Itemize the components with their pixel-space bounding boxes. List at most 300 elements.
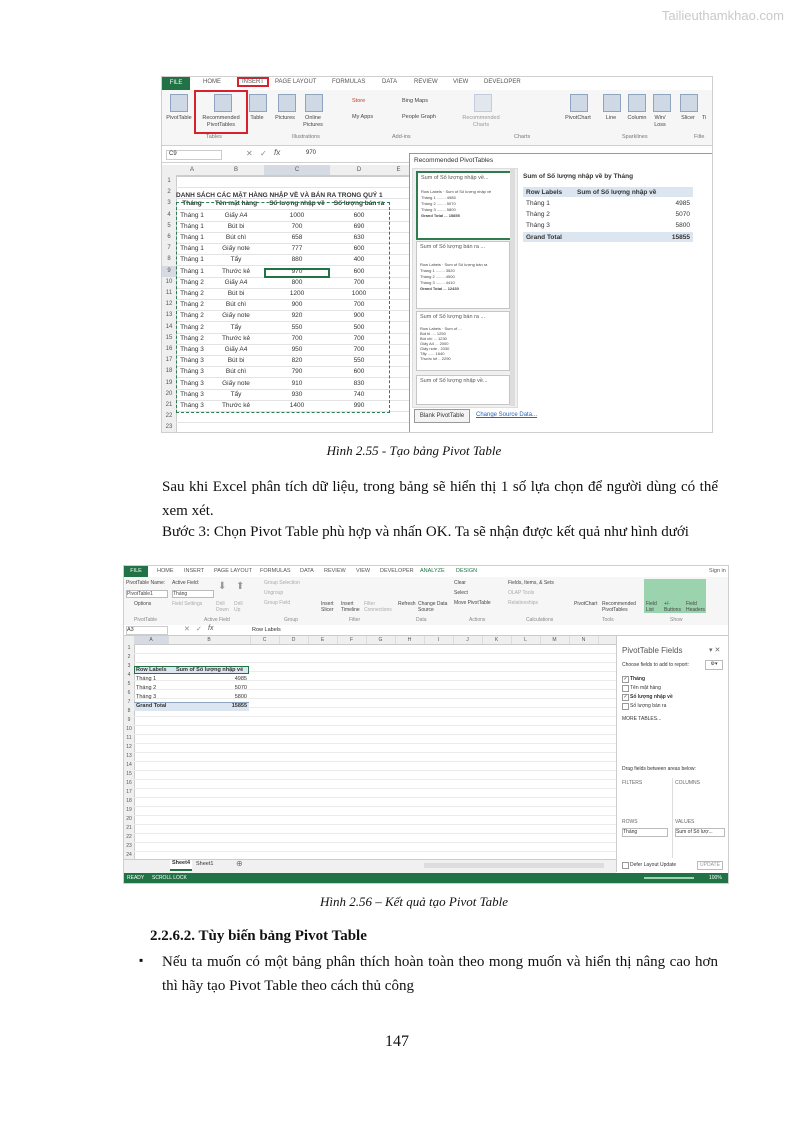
gridline bbox=[134, 698, 616, 699]
table-cell[interactable]: 600 bbox=[353, 368, 365, 376]
tab-home[interactable]: HOME bbox=[203, 79, 221, 85]
table-cell[interactable]: Tháng 2 bbox=[180, 290, 204, 297]
sheet-tab-sheet1[interactable]: Sheet1 bbox=[196, 861, 214, 867]
row-header[interactable]: 18 bbox=[165, 368, 173, 375]
field-settings-button[interactable]: Field Settings bbox=[172, 601, 203, 607]
group-actions: Actions bbox=[469, 617, 486, 623]
table-cell[interactable]: 658 bbox=[291, 234, 303, 241]
row-header[interactable]: 7 bbox=[167, 245, 171, 252]
group-selection-button[interactable]: Group Selection bbox=[264, 580, 300, 586]
field-checkbox[interactable] bbox=[622, 685, 629, 692]
table-cell[interactable]: Tháng 2 bbox=[180, 301, 204, 309]
selection-marquee bbox=[176, 202, 390, 413]
options-button[interactable]: Options bbox=[134, 601, 152, 607]
table-cell[interactable]: Tháng 3 bbox=[180, 402, 204, 409]
col-header-a[interactable]: A bbox=[176, 165, 208, 176]
select-button[interactable]: Select bbox=[454, 590, 468, 596]
column-sparkline-button[interactable]: Column bbox=[627, 115, 647, 121]
pivot-row-label[interactable]: Tháng 3 bbox=[136, 694, 157, 700]
gridline bbox=[134, 662, 616, 663]
preview-row-value: 5070 bbox=[675, 211, 690, 218]
values-field-chip[interactable]: Sum of Số lượ... bbox=[675, 828, 725, 837]
table-cell[interactable]: 900 bbox=[353, 312, 365, 320]
highlight-box bbox=[194, 90, 248, 134]
table-cell[interactable]: Tháng 1 bbox=[180, 222, 204, 230]
row-header[interactable]: 1 bbox=[167, 178, 171, 184]
table-cell[interactable]: Giấy A4 bbox=[224, 278, 248, 286]
rows-field-chip[interactable]: Tháng bbox=[622, 828, 668, 837]
section-heading: 2.2.6.2. Tùy biến bảng Pivot Table bbox=[150, 928, 367, 944]
name-box[interactable]: C9 bbox=[166, 150, 222, 160]
table-cell[interactable]: Thước kẻ bbox=[221, 334, 251, 342]
update-button[interactable]: UPDATE bbox=[697, 861, 723, 870]
col-header[interactable]: D bbox=[279, 636, 309, 644]
field-checkbox[interactable] bbox=[622, 703, 629, 710]
table-cell[interactable]: 800 bbox=[291, 278, 303, 286]
pivottable-icon bbox=[170, 94, 188, 112]
cancel-icon[interactable]: ✕ bbox=[246, 149, 253, 158]
gear-icon[interactable]: ⚙▾ bbox=[705, 660, 723, 670]
bing-maps-button[interactable]: Bing Maps bbox=[402, 98, 428, 104]
buttons-toggle[interactable]: +/- Buttons bbox=[664, 601, 681, 613]
table-icon bbox=[249, 94, 267, 112]
table-cell[interactable]: 700 bbox=[353, 334, 365, 342]
my-apps-button[interactable]: My Apps bbox=[352, 114, 374, 120]
pane-title: PivotTable Fields bbox=[622, 646, 683, 655]
tab-analyze[interactable]: ANALYZE bbox=[420, 568, 445, 574]
table-cell[interactable]: 830 bbox=[353, 379, 365, 387]
row-header[interactable]: 15 bbox=[165, 334, 173, 341]
table-cell[interactable]: 1400 bbox=[289, 402, 305, 409]
table-cell[interactable]: 690 bbox=[353, 222, 365, 230]
col-header-d[interactable]: D bbox=[330, 165, 388, 176]
row-header[interactable]: 6 bbox=[167, 234, 171, 240]
table-cell[interactable]: 930 bbox=[291, 390, 303, 398]
preview-row-value: 5800 bbox=[675, 222, 690, 229]
col-header[interactable]: M bbox=[540, 636, 570, 644]
name-box[interactable]: A3 bbox=[126, 626, 168, 635]
pivot-values-header: Sum of Số lượng nhập về bbox=[176, 667, 244, 673]
table-cell[interactable]: Tháng 3 bbox=[180, 379, 204, 387]
active-field-input[interactable]: Tháng bbox=[172, 590, 214, 598]
col-header[interactable]: G bbox=[366, 636, 396, 644]
tab-formulas[interactable]: FORMULAS bbox=[332, 79, 366, 85]
ungroup-button[interactable]: Ungroup bbox=[264, 590, 284, 596]
online-pictures-icon bbox=[305, 94, 323, 112]
table-header-cell: Số lượng nhập về bbox=[269, 200, 325, 208]
table-cell[interactable]: Tẩy bbox=[230, 390, 242, 398]
table-cell[interactable]: Giấy A4 bbox=[224, 346, 248, 353]
row-header[interactable]: 13 bbox=[165, 312, 173, 319]
formula-input[interactable]: 970 bbox=[306, 150, 317, 156]
table-button[interactable]: Table bbox=[250, 115, 264, 121]
tab-developer[interactable]: DEVELOPER bbox=[380, 568, 414, 574]
table-cell[interactable]: Giấy note bbox=[222, 245, 250, 253]
fx-icon[interactable]: fx bbox=[208, 625, 214, 632]
table-cell[interactable]: Thước kẻ bbox=[221, 402, 251, 409]
row-header[interactable]: 5 bbox=[167, 222, 171, 229]
row-header[interactable]: 19 bbox=[165, 379, 173, 386]
gridline bbox=[134, 725, 616, 726]
check-icon[interactable]: ✓ bbox=[196, 626, 202, 633]
row-header[interactable]: 14 bbox=[165, 323, 173, 330]
recommendation-card-4[interactable] bbox=[416, 375, 510, 405]
tab-developer[interactable]: DEVELOPER bbox=[484, 79, 521, 85]
zoom-level[interactable]: 100% bbox=[709, 875, 722, 881]
ribbon bbox=[124, 577, 728, 626]
clear-button[interactable]: Clear bbox=[454, 580, 466, 586]
gridline bbox=[134, 806, 616, 807]
horizontal-scrollbar[interactable] bbox=[424, 863, 604, 868]
check-icon[interactable]: ✓ bbox=[260, 149, 267, 158]
recommendation-card-1[interactable]: Sum of Số lượng nhập về... Row Labels · Sum of Số lượng nhập về Tháng 1 ........ 4985 Tháng 2 ........ 5070 Tháng 3 ........ 5800 Grand Total ... 15855 bbox=[416, 171, 512, 240]
preview-total-label: Grand Total bbox=[526, 234, 562, 241]
table-cell[interactable]: 1200 bbox=[289, 290, 305, 297]
row-header[interactable]: 8 bbox=[167, 256, 171, 263]
table-cell[interactable]: Tháng 3 bbox=[180, 390, 204, 398]
tab-data[interactable]: DATA bbox=[300, 568, 314, 574]
pivot-row-value[interactable]: 5070 bbox=[234, 685, 247, 691]
col-header[interactable]: C bbox=[250, 636, 280, 644]
slicer-button[interactable]: Slicer bbox=[681, 115, 695, 121]
pivot-row-value[interactable]: 5800 bbox=[234, 694, 247, 700]
group-filters: Filte bbox=[694, 134, 705, 140]
table-cell[interactable]: 700 bbox=[353, 278, 365, 286]
gridline bbox=[134, 842, 616, 843]
recommendation-card-2[interactable]: Sum of Số lượng bán ra ... Row Labels · Sum of Số lượng bán ra Tháng 1 ........ 3520 Tháng 2 ........ 4500 Tháng 3 ........ 4410 Grand Total ... 12430 bbox=[416, 241, 510, 309]
winloss-sparkline-button[interactable]: Win/ Loss bbox=[654, 115, 666, 128]
gridline bbox=[134, 779, 616, 780]
table-cell[interactable]: Tẩy bbox=[230, 256, 242, 264]
tab-page-layout[interactable]: PAGE LAYOUT bbox=[214, 568, 253, 574]
table-cell[interactable]: Giấy note bbox=[222, 312, 250, 320]
caption-figure-2-56: Hình 2.56 – Kết quả tạo Pivot Table bbox=[319, 894, 509, 909]
table-cell[interactable]: Bút chì bbox=[225, 234, 247, 241]
defer-checkbox[interactable] bbox=[622, 862, 629, 869]
change-source-data-link[interactable]: Change Source Data... bbox=[476, 412, 538, 418]
col-header-e[interactable]: E bbox=[388, 165, 409, 176]
add-sheet-icon[interactable]: ⊕ bbox=[236, 859, 243, 868]
table-cell[interactable]: 900 bbox=[291, 301, 303, 309]
row-header[interactable]: 17 bbox=[126, 789, 132, 795]
row-header[interactable]: 5 bbox=[127, 681, 131, 687]
preview-row-label: Tháng 3 bbox=[526, 222, 550, 229]
col-header[interactable]: L bbox=[511, 636, 541, 644]
tab-view[interactable]: VIEW bbox=[356, 568, 371, 574]
store-button[interactable]: Store bbox=[352, 98, 366, 104]
row-header[interactable]: 9 bbox=[162, 266, 176, 277]
table-cell[interactable]: 990 bbox=[353, 402, 365, 409]
group-pivottable: PivotTable bbox=[134, 617, 158, 623]
more-tables-link[interactable]: MORE TABLES... bbox=[622, 716, 662, 722]
row-header[interactable]: 3 bbox=[167, 200, 171, 207]
paragraph-1: Sau khi Excel phân tích dữ liệu, trong bảng sẽ hiển thị 1 số lựa chọn để người dùng có thể xem xét. bbox=[162, 479, 718, 519]
table-cell[interactable]: 600 bbox=[353, 267, 365, 275]
table-cell[interactable]: Bút bi bbox=[227, 222, 245, 230]
card-title: Sum of Số lượng bán ra ... bbox=[420, 314, 486, 320]
table-cell[interactable]: 950 bbox=[291, 346, 303, 353]
table-cell[interactable]: 600 bbox=[353, 211, 365, 219]
row-header[interactable]: 23 bbox=[165, 424, 173, 431]
row-header[interactable]: 4 bbox=[127, 672, 131, 678]
table-cell[interactable]: Bút bi bbox=[227, 357, 245, 365]
fx-icon[interactable]: fx bbox=[274, 148, 281, 157]
card-title: Sum of Số lượng nhập về... bbox=[421, 175, 489, 181]
col-header[interactable]: N bbox=[569, 636, 599, 644]
recommended-pivottables-button[interactable]: Recommended PivotTables bbox=[602, 601, 636, 613]
table-cell[interactable]: 700 bbox=[353, 346, 365, 353]
row-header[interactable]: 20 bbox=[126, 816, 132, 822]
table-cell[interactable]: 740 bbox=[353, 390, 365, 398]
table-cell[interactable]: Tháng 1 bbox=[180, 211, 204, 219]
row-header[interactable]: 9 bbox=[127, 717, 131, 723]
table-header-cell: Số lượng bán ra bbox=[333, 200, 385, 208]
drill-up-button[interactable]: Drill Up bbox=[234, 601, 243, 613]
tab-review[interactable]: REVIEW bbox=[324, 568, 346, 574]
insert-timeline-button[interactable]: Insert Timeline bbox=[341, 601, 360, 613]
pivottable-name-input[interactable]: PivotTable1 bbox=[126, 590, 168, 598]
caption-figure-2-55: Hình 2.55 - Tạo bảng Pivot Table bbox=[326, 443, 502, 458]
row-header[interactable]: 12 bbox=[126, 744, 132, 750]
row-header[interactable]: 22 bbox=[165, 413, 173, 420]
drag-hint: Drag fields between areas below: bbox=[622, 766, 696, 772]
tab-view[interactable]: VIEW bbox=[453, 79, 469, 85]
field-list-button[interactable]: Field List bbox=[646, 601, 657, 613]
col-header-b[interactable]: B bbox=[208, 165, 264, 176]
row-header[interactable]: 8 bbox=[127, 708, 131, 714]
col-header[interactable]: J bbox=[453, 636, 483, 644]
col-header[interactable]: B bbox=[168, 636, 251, 644]
pane-close-icon[interactable]: ▾ ✕ bbox=[709, 647, 721, 654]
table-cell[interactable]: 700 bbox=[291, 334, 303, 342]
online-pictures-button[interactable]: Online Pictures bbox=[303, 115, 323, 128]
table-cell[interactable]: 400 bbox=[353, 256, 365, 264]
drill-up-icon: ⬆ bbox=[236, 581, 245, 592]
group-field-button[interactable]: Group Field bbox=[264, 600, 291, 606]
table-cell[interactable]: 970 bbox=[291, 267, 303, 275]
group-charts: Charts bbox=[514, 134, 531, 140]
row-header[interactable]: 17 bbox=[165, 357, 173, 364]
table-cell[interactable]: 550 bbox=[291, 323, 303, 331]
gridline bbox=[134, 824, 616, 825]
row-header[interactable]: 6 bbox=[127, 690, 131, 696]
row-header[interactable]: 20 bbox=[165, 390, 173, 397]
row-header[interactable]: 22 bbox=[126, 834, 132, 840]
preview-total-value: 15855 bbox=[671, 234, 690, 241]
winloss-sparkline-icon bbox=[653, 94, 671, 112]
row-header[interactable]: 16 bbox=[126, 780, 132, 786]
zoom-slider[interactable] bbox=[644, 877, 694, 879]
col-header[interactable]: K bbox=[482, 636, 512, 644]
table-cell[interactable]: Giấy note bbox=[222, 379, 250, 387]
table-cell[interactable]: Tháng 2 bbox=[180, 323, 204, 331]
tab-file[interactable]: FILE bbox=[124, 566, 148, 577]
drill-down-button[interactable]: Drill Down bbox=[216, 601, 229, 613]
recommended-pivottables-button[interactable]: Recommended PivotTables bbox=[202, 115, 240, 128]
pivotchart-button[interactable]: PivotChart bbox=[574, 601, 598, 607]
people-graph-button[interactable]: People Graph bbox=[402, 114, 436, 120]
row-header[interactable]: 12 bbox=[165, 301, 173, 308]
card-title: Sum of Số lượng nhập về... bbox=[420, 378, 488, 384]
row-header[interactable]: 1 bbox=[127, 645, 131, 651]
row-header[interactable]: 2 bbox=[127, 654, 131, 660]
pictures-button[interactable]: Pictures bbox=[275, 115, 295, 121]
timeline-button[interactable]: Ti bbox=[702, 115, 707, 121]
pivotchart-button[interactable]: PivotChart bbox=[565, 115, 591, 121]
table-cell[interactable]: Tháng 1 bbox=[180, 267, 204, 275]
row-header[interactable]: 10 bbox=[165, 278, 173, 285]
tab-design[interactable]: DESIGN bbox=[456, 568, 478, 574]
table-cell[interactable]: 630 bbox=[353, 234, 365, 241]
gridline bbox=[134, 689, 616, 690]
table-cell[interactable]: 1000 bbox=[289, 211, 305, 219]
gridline bbox=[134, 743, 616, 744]
table-cell[interactable]: Tháng 3 bbox=[180, 346, 204, 353]
gridline bbox=[134, 851, 616, 852]
field-headers-toggle[interactable]: Field Headers bbox=[686, 601, 705, 613]
tab-formulas[interactable]: FORMULAS bbox=[260, 568, 291, 574]
field-checkbox[interactable]: ✓ bbox=[623, 694, 628, 700]
tab-insert[interactable]: INSERT bbox=[184, 568, 205, 574]
group-illustrations: Illustrations bbox=[292, 134, 320, 140]
row-header[interactable]: 3 bbox=[127, 663, 131, 669]
active-field-label: Active Field: bbox=[172, 580, 200, 586]
table-cell[interactable]: 820 bbox=[291, 357, 303, 365]
row-header[interactable]: 19 bbox=[126, 807, 132, 813]
blank-pivottable-button[interactable]: Blank PivotTable bbox=[414, 409, 470, 423]
row-header[interactable]: 24 bbox=[126, 852, 132, 858]
pivot-row-value[interactable]: 4985 bbox=[234, 676, 247, 682]
filter-connections-button[interactable]: Filter Connections bbox=[364, 601, 392, 613]
row-header[interactable]: 2 bbox=[167, 189, 171, 196]
row-header[interactable]: 13 bbox=[126, 753, 132, 759]
table-cell[interactable]: 550 bbox=[353, 357, 365, 365]
pivot-row-label[interactable]: Tháng 2 bbox=[136, 685, 157, 691]
gridline bbox=[134, 833, 616, 834]
row-header[interactable]: 4 bbox=[167, 211, 171, 218]
watermark: Tailieuthamkhao.com bbox=[661, 8, 784, 23]
pictures-icon bbox=[278, 94, 296, 112]
list-scrollbar[interactable] bbox=[510, 168, 515, 406]
table-cell[interactable]: 700 bbox=[291, 222, 303, 230]
change-data-source-button[interactable]: Change Data Source bbox=[418, 601, 448, 613]
line-sparkline-icon bbox=[603, 94, 621, 112]
table-cell[interactable]: Tháng 1 bbox=[180, 256, 204, 264]
table-cell[interactable]: Giấy A4 bbox=[224, 211, 248, 219]
table-cell[interactable]: Tháng 2 bbox=[180, 312, 204, 320]
pivot-row-label[interactable]: Tháng 1 bbox=[136, 676, 157, 682]
table-cell[interactable]: Tháng 2 bbox=[180, 334, 204, 342]
pivottable-button[interactable]: PivotTable bbox=[166, 115, 192, 121]
field-checkbox[interactable]: ✓ bbox=[623, 676, 628, 682]
row-header[interactable]: 16 bbox=[165, 346, 173, 352]
table-cell[interactable]: 600 bbox=[353, 245, 365, 253]
tab-data[interactable]: DATA bbox=[382, 79, 398, 85]
field-label: Số lượng nhập về bbox=[630, 694, 673, 700]
row-header[interactable]: 11 bbox=[165, 290, 173, 296]
table-cell[interactable]: Tháng 3 bbox=[180, 368, 204, 376]
sign-in-link[interactable]: Sign in bbox=[709, 568, 726, 574]
tab-review[interactable]: REVIEW bbox=[414, 79, 438, 85]
field-label: Số lượng bán ra bbox=[630, 703, 667, 709]
col-header[interactable]: F bbox=[337, 636, 367, 644]
pivotchart-icon bbox=[570, 94, 588, 112]
table-cell[interactable]: Bút chì bbox=[225, 301, 247, 309]
col-header[interactable]: I bbox=[424, 636, 454, 644]
tab-home[interactable]: HOME bbox=[157, 568, 174, 574]
table-cell[interactable]: Bút chì bbox=[225, 368, 247, 376]
table-cell[interactable]: Tháng 1 bbox=[180, 245, 204, 253]
gridline bbox=[134, 752, 616, 753]
row-header[interactable]: 10 bbox=[126, 726, 132, 732]
column-sparkline-icon bbox=[628, 94, 646, 112]
table-cell[interactable]: Bút bi bbox=[227, 290, 245, 297]
insert-slicer-button[interactable]: Insert Slicer bbox=[321, 601, 334, 613]
row-header[interactable]: 14 bbox=[126, 762, 132, 768]
table-cell[interactable]: 920 bbox=[291, 312, 303, 320]
row-header[interactable]: 11 bbox=[126, 735, 132, 741]
move-pivottable-button[interactable]: Move PivotTable bbox=[454, 600, 491, 606]
table-cell[interactable]: 880 bbox=[291, 256, 303, 264]
table-cell[interactable]: 790 bbox=[291, 368, 303, 376]
table-cell[interactable]: 777 bbox=[291, 245, 303, 253]
table-cell[interactable]: Tẩy bbox=[230, 323, 242, 331]
line-sparkline-button[interactable]: Line bbox=[605, 115, 617, 121]
table-cell[interactable]: 700 bbox=[353, 301, 365, 309]
formula-input[interactable]: Row Labels bbox=[252, 627, 281, 633]
pivot-row-labels-header[interactable]: Row Labels bbox=[136, 667, 167, 673]
table-cell[interactable]: Tháng 2 bbox=[180, 278, 204, 286]
row-header[interactable]: 18 bbox=[126, 798, 132, 804]
gridline bbox=[134, 788, 616, 789]
table-cell[interactable]: Thước kẻ bbox=[221, 267, 251, 275]
row-header[interactable]: 21 bbox=[165, 402, 173, 408]
group-sparklines: Sparklines bbox=[622, 134, 648, 140]
recommendation-card-3[interactable]: Sum of Số lượng bán ra ... Row Labels · Sum of ... Bút bi .... 1250 Bút chì ... 1230 Giấy A4 ... 2000 Giấy note . 2330 Tẩy ...... 1640 Thước kẻ .. 2290 bbox=[416, 311, 510, 371]
active-cell[interactable] bbox=[264, 268, 330, 278]
table-cell[interactable]: Tháng 1 bbox=[180, 234, 204, 241]
tab-page-layout[interactable]: PAGE LAYOUT bbox=[275, 79, 317, 85]
recommended-charts-button[interactable]: Recommended Charts bbox=[462, 115, 500, 128]
filters-area-label: FILTERS bbox=[622, 780, 643, 786]
cancel-icon[interactable]: ✕ bbox=[184, 626, 190, 633]
table-cell[interactable]: 910 bbox=[291, 379, 303, 387]
tab-insert[interactable]: INSERT bbox=[237, 77, 269, 87]
pivot-total-label: Grand Total bbox=[136, 703, 167, 709]
col-header-c[interactable]: C bbox=[264, 165, 330, 176]
row-header[interactable]: 7 bbox=[127, 699, 131, 705]
table-cell[interactable]: Tháng 3 bbox=[180, 357, 204, 365]
pane-subtitle: Choose fields to add to report: bbox=[622, 662, 689, 668]
table-cell[interactable]: 500 bbox=[353, 323, 365, 331]
col-header[interactable]: H bbox=[395, 636, 425, 644]
group-filter: Filter bbox=[349, 617, 361, 623]
tab-file[interactable]: FILE bbox=[162, 77, 190, 90]
col-header[interactable]: E bbox=[308, 636, 338, 644]
relationships-button[interactable]: Relationships bbox=[508, 600, 539, 606]
row-header[interactable]: 23 bbox=[126, 843, 132, 849]
olap-tools-button[interactable]: OLAP Tools bbox=[508, 590, 535, 596]
recommended-charts-icon bbox=[474, 94, 492, 112]
col-header[interactable]: A bbox=[134, 636, 169, 644]
table-cell[interactable]: 1000 bbox=[351, 290, 367, 297]
refresh-button[interactable]: Refresh bbox=[398, 601, 416, 607]
row-header[interactable]: 21 bbox=[126, 825, 132, 831]
fields-items-sets-button[interactable]: Fields, Items, & Sets bbox=[508, 580, 554, 586]
sheet-tab-sheet4[interactable]: Sheet4 bbox=[170, 860, 192, 871]
row-header[interactable]: 15 bbox=[126, 771, 132, 777]
preview-row-value: 4985 bbox=[675, 200, 690, 207]
